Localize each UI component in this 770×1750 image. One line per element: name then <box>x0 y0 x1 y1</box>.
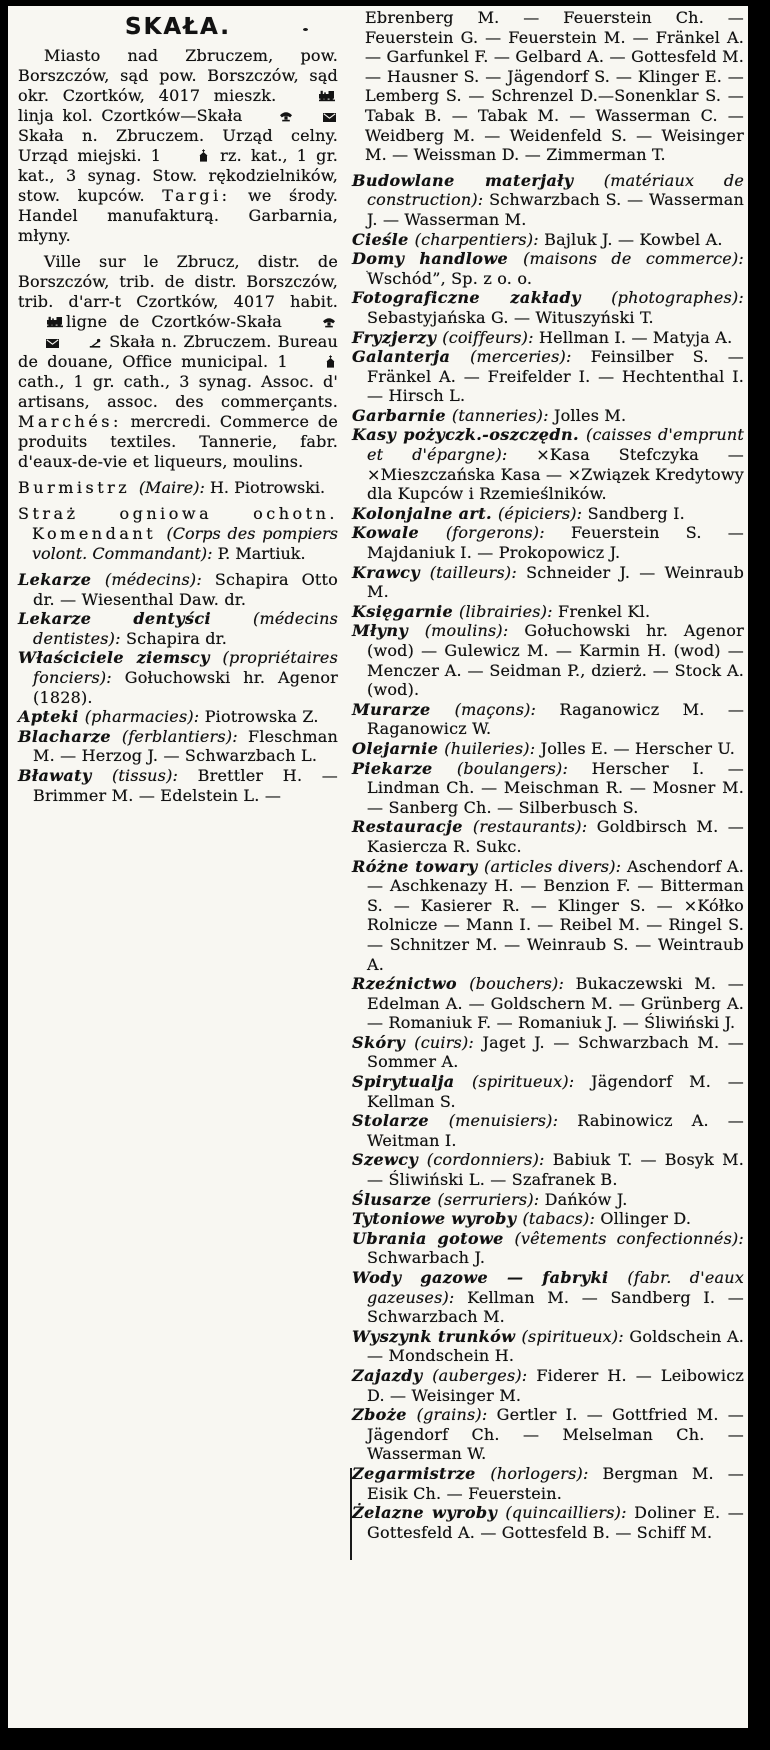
category-translation: (vêtements confectionnés): <box>514 1228 745 1248</box>
directory-entry <box>352 739 744 759</box>
entry-names: Goldbirsch M. — Kasiercza R. Sukc. <box>367 817 744 856</box>
category-translation: (serruriers): <box>437 1189 545 1209</box>
intro-paragraph-french <box>18 252 338 472</box>
category-translation: (cordonniers): <box>426 1150 553 1170</box>
scan-artifact-dot <box>303 28 308 31</box>
directory-entry <box>18 478 338 498</box>
category-translation: (cuirs): <box>414 1032 483 1052</box>
text-run: Marchés: <box>18 412 122 431</box>
category-term: Murarze <box>352 699 455 719</box>
entry-names: Fiderer H. — Leibowicz D. — Weisinger M. <box>367 1365 744 1405</box>
text-run: rz. kat., 1 gr. kat., 3 synag. Stow. rękodzielników, stow. kupców. <box>18 146 338 205</box>
category-term: Blacharze <box>18 726 122 746</box>
category-translation: (matériaux de construction): <box>367 170 745 210</box>
category-translation: (grains): <box>416 1405 497 1425</box>
category-term: Zboże <box>352 1405 417 1425</box>
category-translation: (maisons de commerce): <box>523 249 744 269</box>
post-icon <box>297 113 336 122</box>
tissus-continuation-names: Ebrenberg M. — Feuerstein Ch. — Feuerstein G. — Feuerstein M. — Fränkel A. — Garfunkel F. — Gelbard A. — Gottesfeld M. — Hausner S. — Jägendorf S. — Klinger E. — Lemberg S. — Schrenzel D.—Sonenklar S. — Tabak B. — Tabak M. — Wasserman C. — Weidberg M. — Weidenfeld S. — Weisinger M. — Weissman D. — Zimmerman T. <box>365 8 744 165</box>
entry-names: Feuerstein S. — Majdaniuk I. — Prokopowicz J. <box>367 523 745 563</box>
category-translation: (auberges): <box>432 1365 537 1385</box>
directory-entry <box>352 974 744 1033</box>
church-icon <box>299 355 336 368</box>
directory-entry <box>352 1503 744 1542</box>
category-translation: (boulangers): <box>456 758 592 778</box>
directory-entry <box>352 700 744 739</box>
entry-names: Dańków J. <box>544 1189 628 1209</box>
category-translation: (tissus): <box>111 765 198 785</box>
category-translation: (quincailliers): <box>505 1503 635 1523</box>
category-term: Apteki <box>18 707 85 727</box>
entry-names: Gołuchowski hr. Agenor (1828). <box>33 667 338 707</box>
category-translation: (huileries): <box>444 738 541 758</box>
entry-names: Schwarbach J. <box>367 1248 486 1268</box>
category-term: Restauracje <box>352 817 473 837</box>
entry-names: Raganowicz M. — Raganowicz W. <box>367 699 745 739</box>
entry-names: Bajluk J. — Kowbel A. <box>544 229 723 249</box>
entry-names: Piotrowska Z. <box>204 707 319 727</box>
category-term: Galanterja <box>352 347 471 367</box>
category-term: Różne towary <box>352 856 485 876</box>
directory-entry <box>352 1327 744 1366</box>
telegraph-icon <box>63 338 101 348</box>
text-run: Skała n. Zbruczem. Urząd celny. Urząd miejski. 1 <box>18 126 338 165</box>
category-term: Fryzjerzy <box>352 327 443 347</box>
category-translation: (Maire): <box>138 478 210 497</box>
entry-names: Schapira dr. <box>126 628 228 648</box>
category-term: Fotograficzne zakłady <box>352 288 612 308</box>
right-column <box>352 8 744 1542</box>
category-translation: (merceries): <box>470 347 591 367</box>
category-translation: (coiffeurs): <box>442 327 539 347</box>
directory-entry <box>352 1033 744 1072</box>
directory-entry <box>352 1366 744 1405</box>
entry-names: Schwarzbach S. — Wasserman J. — Wasserman M. <box>367 190 745 229</box>
directory-entry <box>352 1209 744 1229</box>
entry-names: Jolles E. — Herscher U. <box>540 738 736 758</box>
category-translation: (restaurants): <box>472 817 597 837</box>
entry-names: Ollinger D. <box>600 1209 692 1229</box>
entry-names: Jägendorf M. — Kellman S. <box>367 1072 744 1111</box>
category-term: Budowlane materjały <box>352 170 604 190</box>
category-term: Burmistrz <box>18 478 139 497</box>
category-term: Wyszynk trunków <box>352 1326 522 1346</box>
text-run: cath., 1 gr. cath., 3 synag. Assoc. d' artisans, assoc. des commerçants. <box>18 372 338 411</box>
entry-names: Bergman M. — Eisik Ch. — Feuerstein. <box>367 1463 744 1503</box>
post-icon <box>20 339 59 348</box>
entry-names: Schapira Otto dr. — Wiesenthal Daw. dr. <box>33 570 338 609</box>
phone-icon <box>296 317 336 328</box>
category-translation: (tailleurs): <box>429 562 527 582</box>
category-term: Rzeźnictwo <box>352 974 470 994</box>
directory-entry <box>18 707 338 727</box>
category-term: Domy handlowe <box>352 249 524 269</box>
category-translation: (horlogers): <box>490 1463 603 1483</box>
category-translation: (forgerons): <box>445 523 571 543</box>
category-term: Spirytualja <box>352 1072 473 1092</box>
category-term: Żelazne wyroby <box>352 1503 506 1523</box>
phone-icon <box>253 111 293 122</box>
category-term: Wody gazowe — fabryki <box>352 1268 628 1287</box>
directory-entry <box>352 1111 744 1150</box>
text-run: Targi: <box>162 186 231 205</box>
directory-entry <box>352 1190 744 1210</box>
category-translation: (spiritueux): <box>472 1072 592 1092</box>
category-term: Młyny <box>352 621 425 641</box>
category-term: Olejarnie <box>352 738 445 758</box>
scan-artifact-line <box>350 1468 352 1560</box>
category-translation: (menuisiers): <box>448 1111 578 1131</box>
category-translation: (charpentiers): <box>414 229 545 249</box>
category-translation: (bouchers): <box>469 974 576 994</box>
category-term: Szewcy <box>352 1150 427 1170</box>
directory-entry <box>352 504 744 524</box>
category-term: Bławaty <box>18 765 112 785</box>
directory-entry <box>352 621 744 699</box>
right-entries-list <box>352 171 744 1543</box>
category-translation: (propriétaires fonciers): <box>33 648 338 687</box>
directory-entry <box>352 347 744 406</box>
category-term: Krawcy <box>352 562 430 582</box>
category-term: Właściciele ziemscy <box>18 648 223 668</box>
category-translation: (maçons): <box>454 699 560 719</box>
entry-names: Fleschman M. — Herzog J. — Schwarzbach L. <box>33 726 338 766</box>
entry-names: Sandberg I. <box>587 503 685 523</box>
directory-entry <box>352 230 744 250</box>
directory-entry <box>352 1229 744 1268</box>
category-translation: (médecins): <box>104 570 215 589</box>
directory-entry <box>18 609 338 648</box>
category-translation: (spiritueux): <box>521 1326 630 1346</box>
category-translation: (tanneries): <box>451 405 554 425</box>
directory-entry <box>18 766 338 805</box>
directory-entry <box>352 288 744 327</box>
text-run: Skała n. Zbruczem. Bureau de douane, Office municipal. 1 <box>18 332 338 371</box>
category-translation: (articles divers): <box>484 856 627 876</box>
category-term: Ślusarze <box>352 1189 438 1209</box>
category-translation: (épiciers): <box>497 503 588 523</box>
text-run: linja kol. Czortków—Skała <box>18 106 251 125</box>
left-entries-list <box>18 570 338 805</box>
directory-entry <box>18 648 338 707</box>
text-run: Miasto nad Zbruczem, pow. Borszczów, sąd pow. Borszczów, sąd okr. Czortków, 4017 mieszk. <box>18 46 338 105</box>
page-paper <box>8 6 748 1728</box>
directory-entry <box>352 563 744 602</box>
directory-entry <box>352 425 744 503</box>
directory-entry <box>352 406 744 426</box>
entry-names: ׄWschód”, Sp. z o. o. <box>367 268 533 288</box>
entry-names: Brettler H. — Brimmer M. — Edelstein L. — <box>33 765 339 805</box>
entry-names: ×Kasa Stefczyka — ×Mieszczańska Kasa — ×Związek Kredytowy dla Kupców i Rzemieślników. <box>367 445 744 504</box>
category-term: Cieśle <box>352 229 415 249</box>
category-term: Zegarmistrze <box>352 1463 491 1483</box>
entry-names: Gołuchowski hr. Agenor (wod) — Gulewicz M. — Karmin H. (wod) — Menczer A. — Seidman P., dzierż. — Stock A. (wod). <box>367 621 744 700</box>
category-translation: (fabr. d'eaux gazeuses): <box>367 1268 744 1307</box>
directory-entry <box>352 249 744 288</box>
entry-names: Schneider J. — Weinraub M. <box>367 562 745 602</box>
category-term: Ubrania gotowe <box>352 1228 515 1248</box>
category-translation: (pharmacies): <box>84 707 205 727</box>
entry-names: Goldschein A. — Mondschein H. <box>367 1326 745 1366</box>
category-translation: (photographes): <box>611 288 744 308</box>
directory-entry <box>352 523 744 562</box>
entry-names: Doliner E. — Gottesfeld A. — Gottesfeld B. — Schiff M. <box>367 1503 744 1542</box>
directory-entry <box>352 817 744 856</box>
category-translation: (Corps des pompiers volont. Commandant): <box>32 524 338 563</box>
entry-names: P. Martiuk. <box>217 544 306 563</box>
category-term: Lekarze dentyści <box>18 609 253 629</box>
category-term: Kasy pożyczk.-oszczędn. <box>352 425 587 445</box>
directory-entry <box>352 759 744 818</box>
page-title: SKAŁA. <box>125 14 231 40</box>
entry-names: Jolles M. <box>553 405 627 425</box>
entry-names: Jaget J. — Schwarzbach M. — Sommer A. <box>367 1032 744 1072</box>
left-column <box>18 12 338 805</box>
entry-names: Bukaczewski M. — Edelman A. — Goldschern M. — Grünberg A. — Romaniuk F. — Romaniuk J. — Śliwiński J. <box>367 974 744 1033</box>
text-run: Ville sur le Zbrucz, distr. de Borszczów, trib. de distr. Borszczów, trib. d'arr-t Czortków, 4017 habit. <box>18 252 338 311</box>
category-term: Garbarnie <box>352 405 452 425</box>
directory-entry <box>352 171 744 230</box>
directory-entry <box>352 1405 744 1464</box>
category-translation: (ferblantiers): <box>121 726 249 746</box>
category-term: Straż ogniowa ochotn. Komendant <box>18 504 338 543</box>
category-term: Lekarze <box>18 570 105 589</box>
directory-entry <box>352 857 744 975</box>
category-translation: (moulins): <box>424 621 525 641</box>
entry-names: Herscher I. — Lindman Ch. — Meischman R. — Mosner M. — Sanberg Ch. — Silberbusch S. <box>367 758 744 817</box>
directory-entry <box>18 727 338 766</box>
church-icon <box>172 149 209 162</box>
intro-paragraph-polish <box>18 46 338 246</box>
entry-names: Frenkel Kl. <box>558 601 651 621</box>
entry-names: Kellman M. — Sandberg I. — Schwarzbach M. <box>367 1287 744 1327</box>
entry-names: Feinsilber S. — Fränkel A. — Freifelder I. — Hechtenthal I. — Hirsch L. <box>367 347 744 406</box>
category-term: Tytoniowe wyroby <box>352 1209 523 1229</box>
entry-names: Babiuk T. — Bosyk M. — Śliwiński L. — Szafranek B. <box>367 1150 744 1190</box>
category-translation: (caisses d'emprunt et d'épargne): <box>367 425 744 465</box>
category-translation: (tabacs): <box>522 1209 601 1229</box>
category-term: Stolarze <box>352 1111 449 1131</box>
category-term: Skóry <box>352 1032 415 1052</box>
category-term: Kolonjalne art. <box>352 503 498 523</box>
directory-entry <box>352 602 744 622</box>
directory-entry <box>18 504 338 564</box>
text-run: mercredi. Commerce de produits textiles. Tannerie, fabr. d'eaux-de-vie et liqueurs, moulins. <box>18 412 338 471</box>
text-run: we środy. Handel manufakturą. Garbarnia, młyny. <box>18 186 338 245</box>
category-term: Księgarnie <box>352 601 460 621</box>
category-translation: (médecins dentistes): <box>33 609 338 648</box>
category-translation: (librairies): <box>459 601 559 621</box>
category-term: Piekarze <box>352 758 457 778</box>
entry-names: Gertler I. — Gottfried M. — Jägendorf Ch. — Melselman Ch. — Wasserman W. <box>367 1405 744 1464</box>
directory-entry <box>352 1464 744 1503</box>
entry-names: Hellman I. — Matyja A. <box>539 327 733 347</box>
category-term: Kowale <box>352 523 446 543</box>
officials-block <box>18 478 338 564</box>
entry-names: Sebastyjańska G. — Wituszyński T. <box>367 307 654 327</box>
entry-names: Rabinowicz A. — Weitman I. <box>367 1111 744 1150</box>
directory-entry <box>352 1268 744 1327</box>
directory-entry <box>18 570 338 609</box>
category-term: Zajazdy <box>352 1365 433 1385</box>
directory-entry <box>352 1150 744 1189</box>
entry-names: H. Piotrowski. <box>209 478 326 497</box>
entry-names: Aschendorf A. — Aschkenazy H. — Benzion F. — Bitterman S. — Kasierer R. — Klinger S. — ×Kółko Rolnicze — Mann I. — Reibel M. — Ringel S. — Schnitzer M. — Weinraub S. — Weintraub A. <box>367 856 745 974</box>
train-icon <box>20 315 64 328</box>
directory-entry <box>352 1072 744 1111</box>
directory-entry <box>352 328 744 348</box>
train-icon <box>292 89 336 102</box>
text-run: ligne de Czortków-Skała <box>66 312 294 331</box>
